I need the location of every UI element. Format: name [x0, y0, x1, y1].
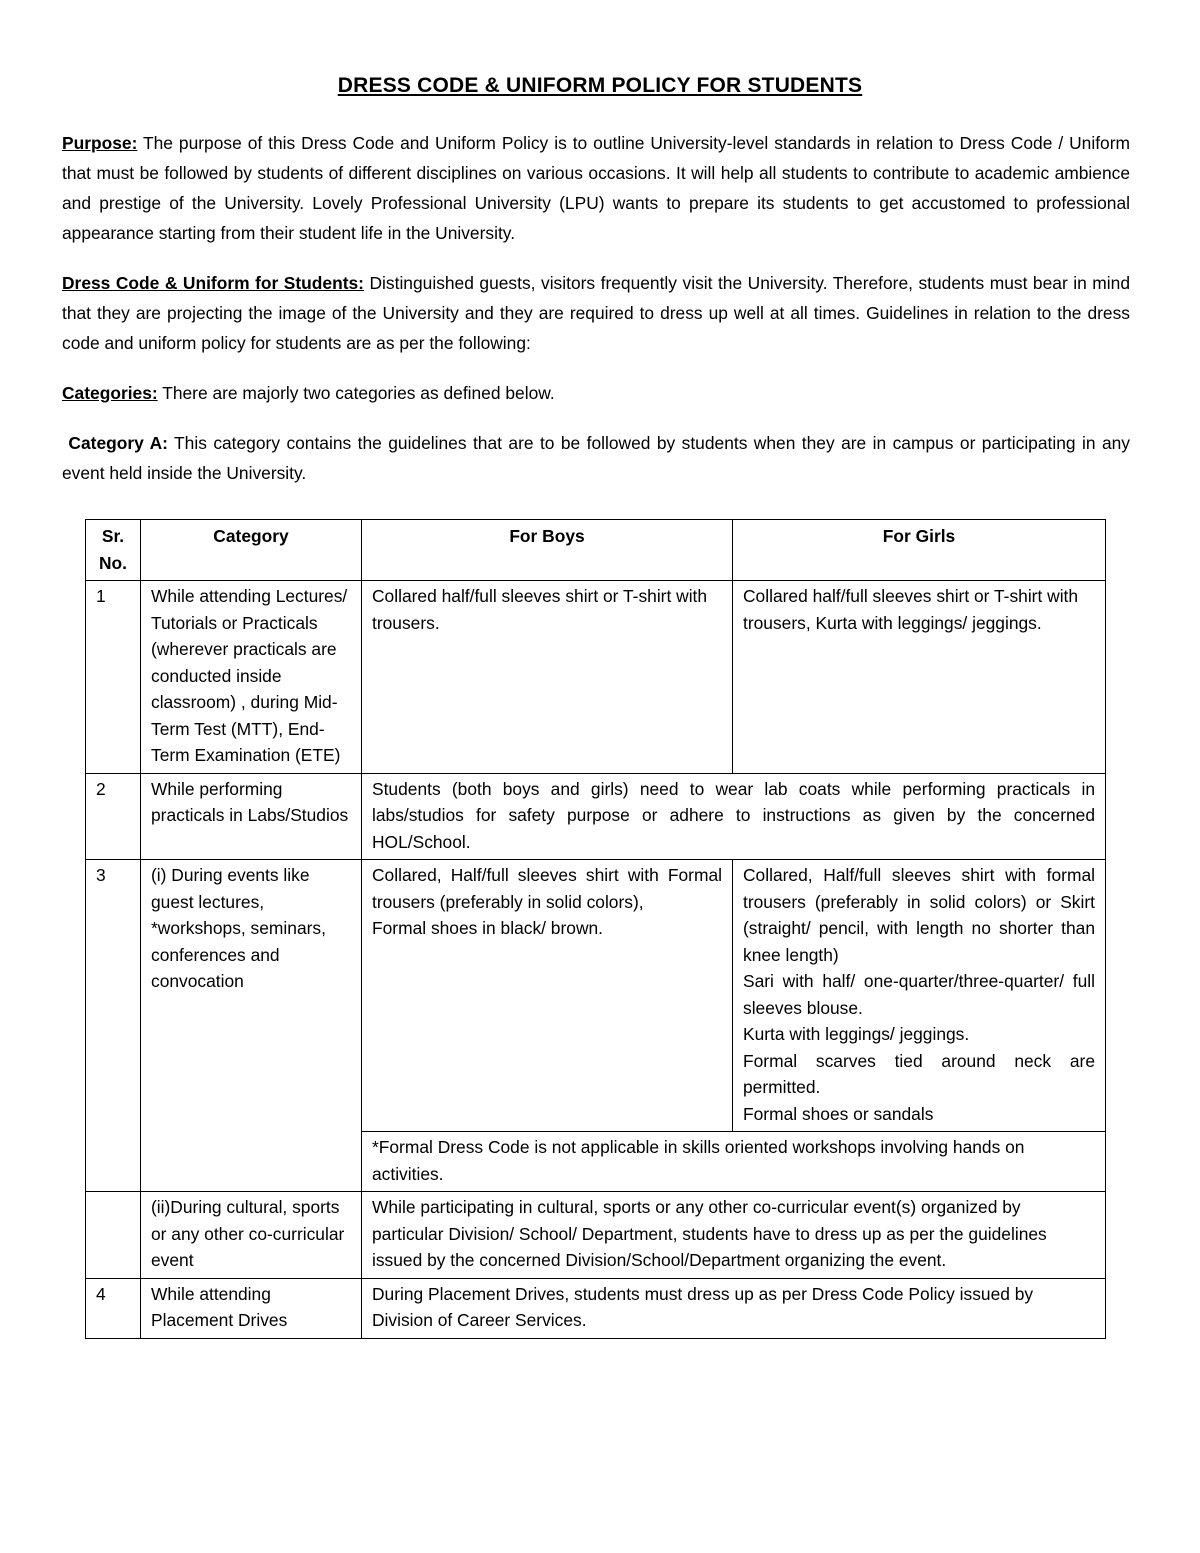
- row-3-girls-line: Collared, Half/full sleeves shirt with formal trousers (preferably in solid colors) or Skirt (straight/ pencil, with length no shorter than knee length): [743, 865, 1095, 965]
- row-3-girls-line: Kurta with leggings/ jeggings.: [743, 1024, 970, 1044]
- row-3b-both: While participating in cultural, sports or any other co-curricular event(s) organized by particular Division/ School/ Department, students have to dress up as per the guidelines issued by the concerned Division/School/Department organizing the event.: [362, 1192, 1106, 1279]
- row-3-category: (i) During events like guest lectures, *workshops, seminars, conferences and convocation: [141, 860, 362, 1192]
- category-a-text: This category contains the guidelines that are to be followed by students when they are in campus or participating in any event held inside the University.: [62, 433, 1130, 483]
- row-3b-sr: [86, 1192, 141, 1279]
- table-row: [86, 581, 1106, 774]
- purpose-label: Purpose:: [62, 133, 138, 153]
- category-a-label: Category A:: [68, 433, 168, 453]
- row-3-boys-line: Collared, Half/full sleeves shirt with Formal trousers (preferably in solid colors),: [372, 865, 722, 912]
- header-for-boys: For Boys: [362, 520, 733, 581]
- table-row: [86, 773, 1106, 860]
- row-1-sr: 1: [86, 581, 141, 774]
- header-sr-no: Sr. No.: [86, 520, 141, 581]
- purpose-paragraph: [62, 128, 1130, 248]
- row-3-girls-line: Formal scarves tied around neck are permitted.: [743, 1050, 1095, 1097]
- row-1-category: While attending Lectures/ Tutorials or Practicals (wherever practicals are conducted inside classroom) , during Mid-Term Test (MTT), End-Term Examination (ETE): [141, 581, 362, 774]
- table-row: [86, 1192, 1106, 1279]
- row-3b-category: (ii)During cultural, sports or any other co-curricular event: [141, 1192, 362, 1279]
- dress-code-label: Dress Code & Uniform for Students:: [62, 273, 364, 293]
- table-row: [86, 860, 1106, 1132]
- categories-text: There are majorly two categories as defined below.: [157, 383, 555, 403]
- row-1-girls: Collared half/full sleeves shirt or T-shirt with trousers, Kurta with leggings/ jeggings.: [733, 581, 1106, 774]
- purpose-text: The purpose of this Dress Code and Uniform Policy is to outline University-level standards in relation to Dress Code / Uniform that must be followed by students of different disciplines on various occasions. It will help all students to contribute to academic ambience and prestige of the University. Lovely Professional University (LPU) wants to prepare its students to get accustomed to professional appearance starting from their student life in the University.: [62, 133, 1130, 243]
- row-4-both: During Placement Drives, students must dress up as per Dress Code Policy issued by Division of Career Services.: [362, 1278, 1106, 1338]
- row-3-boys: [362, 860, 733, 1132]
- categories-paragraph: [62, 378, 1130, 408]
- row-1-boys: Collared half/full sleeves shirt or T-shirt with trousers.: [362, 581, 733, 774]
- row-3-sr: 3: [86, 860, 141, 1192]
- categories-label: Categories:: [62, 383, 158, 403]
- category-a-paragraph: [62, 428, 1130, 488]
- row-2-sr: 2: [86, 773, 141, 860]
- header-category: Category: [141, 520, 362, 581]
- header-for-girls: For Girls: [733, 520, 1106, 581]
- dress-code-table: [85, 519, 1106, 1339]
- row-3-boys-line: Formal shoes in black/ brown.: [372, 918, 604, 938]
- row-4-sr: 4: [86, 1278, 141, 1338]
- dress-code-text: Distinguished guests, visitors frequently visit the University. Therefore, students must bear in mind that they are projecting the image of the University and they are required to dress up well at all times. Guidelines in relation to the dress code and uniform policy for students are as per the following:: [62, 273, 1130, 353]
- row-2-category: While performing practicals in Labs/Studios: [141, 773, 362, 860]
- document-title: DRESS CODE & UNIFORM POLICY FOR STUDENTS: [337, 74, 863, 97]
- dress-code-paragraph: [62, 268, 1130, 358]
- row-3-girls: [733, 860, 1106, 1132]
- row-3-note: *Formal Dress Code is not applicable in skills oriented workshops involving hands on activities.: [362, 1132, 1106, 1192]
- table-row: [86, 1278, 1106, 1338]
- row-3-girls-line: Sari with half/ one-quarter/three-quarter/ full sleeves blouse.: [743, 971, 1095, 1018]
- row-3-girls-line: Formal shoes or sandals: [743, 1103, 934, 1124]
- row-4-category: While attending Placement Drives: [141, 1278, 362, 1338]
- row-2-both: Students (both boys and girls) need to wear lab coats while performing practicals in labs/studios for safety purpose or adhere to instructions as given by the concerned HOL/School.: [362, 773, 1106, 860]
- table-header-row: [86, 520, 1106, 581]
